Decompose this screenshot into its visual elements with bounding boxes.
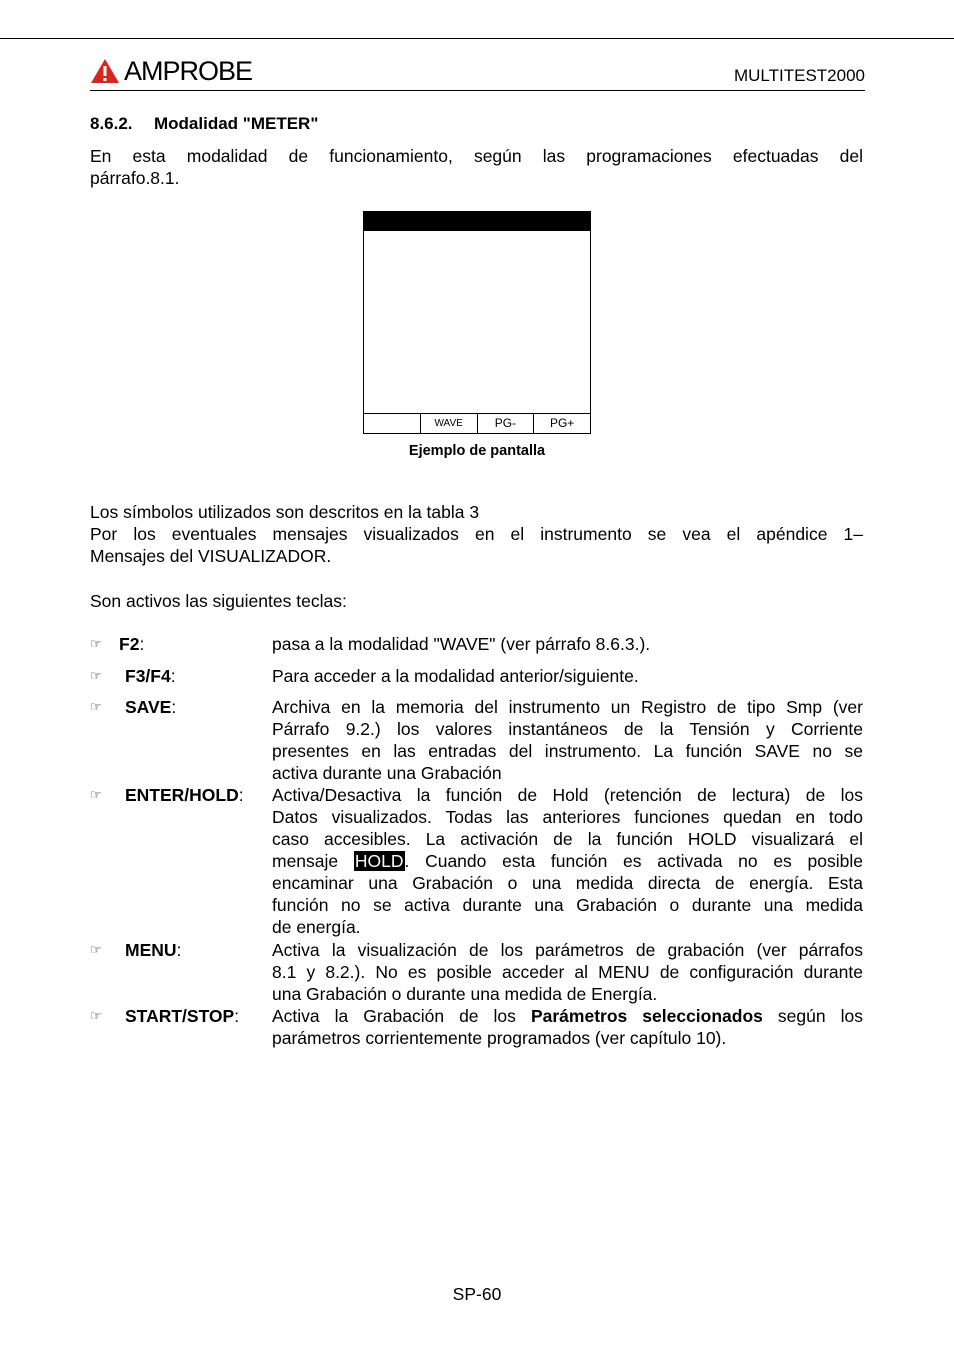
key-description (272, 939, 863, 1005)
intro-line: En esta modalidad de funcionamiento, según las programaciones efectuadas del (90, 146, 863, 166)
desc-line: Archiva en la memoria del instrumento un Registro de tipo Smp (ver (272, 697, 863, 717)
screen-softkeys (364, 413, 590, 433)
active-keys-intro: Son activos las siguientes teclas: (90, 591, 347, 611)
page-number: SP-60 (452, 1284, 502, 1304)
key-label: F3/F4 (125, 666, 171, 686)
symbols-paragraph (90, 501, 863, 567)
intro-paragraph (90, 145, 863, 189)
softkey-pg-plus: PG+ (533, 414, 590, 433)
key-description (272, 665, 863, 687)
key-colon: : (238, 785, 244, 805)
intro-line: párrafo.8.1. (90, 168, 180, 188)
desc-line: pasa a la modalidad "WAVE" (ver párrafo 8.6.3.). (272, 634, 651, 654)
pointing-hand-icon: ☞ (90, 1008, 102, 1023)
key-label: ENTER/HOLD (125, 785, 239, 805)
desc-pre: Activa la Grabación de los (272, 1006, 516, 1026)
desc-line: presentes en las entradas del instrumento. La función SAVE no se (272, 741, 863, 761)
softkey-wave: WAVE (420, 414, 477, 433)
key-description (272, 1005, 863, 1049)
top-rule (0, 38, 954, 39)
desc-line: parámetros corrientemente programados (ver capítulo 10). (272, 1028, 727, 1048)
desc-line: Activa la visualización de los parámetros de grabación (ver párrafos (272, 940, 863, 960)
pointing-hand-icon: ☞ (90, 636, 102, 651)
key-name (125, 696, 176, 718)
key-label: SAVE (125, 697, 172, 717)
screen-caption: Ejemplo de pantalla (408, 443, 546, 459)
desc-line: Activa/Desactiva la función de Hold (retención de lectura) de los (272, 785, 863, 805)
pointing-hand-icon: ☞ (90, 699, 102, 714)
key-name (119, 633, 144, 655)
symbols-text: Los símbolos utilizados son descritos en la tabla 3 (90, 502, 480, 522)
section-heading (90, 114, 318, 134)
desc-line-hold (272, 850, 863, 872)
section-number: 8.6.2. (90, 114, 133, 133)
desc-line: activa durante una Grabación (272, 763, 502, 783)
key-colon: : (170, 666, 176, 686)
screen-title-bar (364, 212, 590, 231)
brand-logo (90, 56, 252, 86)
key-colon: : (234, 1006, 240, 1026)
desc-bold: Parámetros seleccionados (530, 1006, 763, 1026)
key-colon: : (171, 697, 177, 717)
desc-line: una Grabación o durante una medida de Energía. (272, 984, 658, 1004)
messages-line: Por los eventuales mensajes visualizados en el instrumento se vea el apéndice 1– (90, 524, 863, 544)
key-colon: : (139, 634, 145, 654)
desc-line: caso accesibles. La activación de la función HOLD visualizará el (272, 829, 863, 849)
desc-line: 8.1 y 8.2.). No es posible acceder al MENU de configuración durante (272, 962, 863, 982)
pointing-hand-icon: ☞ (90, 668, 102, 683)
key-description (272, 784, 863, 938)
pointing-hand-icon: ☞ (90, 942, 102, 957)
desc-line: de energía. (272, 917, 361, 937)
softkey-pg-minus: PG- (477, 414, 534, 433)
key-description (272, 633, 863, 655)
key-label: START/STOP (125, 1006, 235, 1026)
page-header (90, 54, 865, 91)
desc-line: Párrafo 9.2.) los valores instantáneos de la Tensión y Corriente (272, 719, 863, 739)
key-label: F2 (119, 634, 140, 654)
desc-line-first (272, 1005, 863, 1027)
key-name (125, 1005, 239, 1027)
hold-pre: mensaje (272, 851, 339, 871)
desc-line: Para acceder a la modalidad anterior/siguiente. (272, 666, 639, 686)
brand-name: AMPROBE (124, 56, 253, 86)
desc-post: según los (777, 1006, 863, 1026)
desc-line: encaminar una Grabación o una medida directa de energía. Esta (272, 873, 863, 893)
warning-triangle-icon (90, 58, 120, 84)
desc-line: función no se activa durante una Grabación o durante una medida (272, 895, 863, 915)
hold-indicator: HOLD (354, 851, 404, 871)
messages-line: Mensajes del VISUALIZADOR. (90, 546, 332, 566)
key-description (272, 696, 863, 784)
screen-example (363, 211, 591, 434)
pointing-hand-icon: ☞ (90, 787, 102, 802)
key-name (125, 665, 176, 687)
section-title: Modalidad "METER" (154, 114, 319, 133)
softkey-f1 (364, 414, 420, 433)
key-name (125, 784, 244, 806)
desc-line: Datos visualizados. Todas las anteriores funciones quedan en todo (272, 807, 863, 827)
model-name: MULTITEST2000 (733, 66, 865, 85)
key-label: MENU (125, 940, 177, 960)
hold-post: . Cuando esta función es activada no es posible (404, 851, 863, 871)
key-name (125, 939, 181, 961)
key-colon: : (176, 940, 182, 960)
